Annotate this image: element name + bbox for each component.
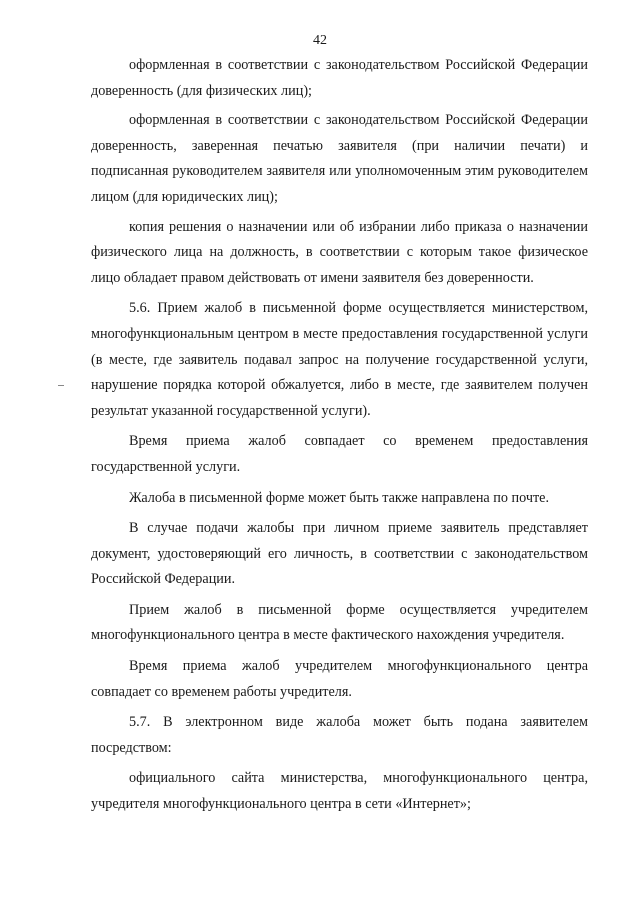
paragraph-reception-time: Время приема жалоб совпадает со временем предоставления государственной услуги. xyxy=(91,433,588,475)
page-number: 42 xyxy=(313,33,327,48)
paragraph-personal-reception: В случае подачи жалобы при личном приеме заявитель представляет документ, удостоверяющий его личность, в соответствии с законодательством Российской Федерации. xyxy=(91,520,588,588)
paragraph-section-5-7: 5.7. В электронном виде жалоба может быть подана заявителем посредством: xyxy=(91,714,588,756)
document-body xyxy=(91,53,588,818)
paragraph-founder-working-hours: Время приема жалоб учредителем многофункционального центра совпадает со временем работы учредителя. xyxy=(91,658,588,700)
paragraph-power-of-attorney-individuals: оформленная в соответствии с законодательством Российской Федерации доверенность (для физических лиц); xyxy=(91,57,588,99)
margin-mark xyxy=(58,385,64,386)
paragraph-power-of-attorney-legal-entities: оформленная в соответствии с законодательством Российской Федерации доверенность, заверенная печатью заявителя (при наличии печати) и подписанная руководителем заявителя или уполномоченным этим руководителем лицом (для юридических лиц); xyxy=(91,112,588,205)
paragraph-official-website: официального сайта министерства, многофункционального центра, учредителя многофункционального центра в сети «Интернет»; xyxy=(91,770,588,813)
paragraph-founder-reception: Прием жалоб в письменной форме осуществляется учредителем многофункционального центра в месте фактического нахождения учредителя. xyxy=(91,601,588,644)
paragraph-section-5-6: 5.6. Прием жалоб в письменной форме осуществляется министерством, многофункциональным центром в месте предоставления государственной услуги (в месте, где заявитель подавал запрос на получение государственной услуги, нарушение порядка которой обжалуется, либо в месте, где заявителем получен результат указанной государственной услуги). xyxy=(91,300,588,419)
paragraph-appointment-decision-copy: копия решения о назначении или об избрании либо приказа о назначении физического лица на должность, в соответствии с которым такое физическое лицо обладает правом действовать от имени заявителя без доверенности. xyxy=(91,218,588,286)
paragraph-postal-complaint: Жалоба в письменной форме может быть также направлена по почте. xyxy=(129,489,550,506)
